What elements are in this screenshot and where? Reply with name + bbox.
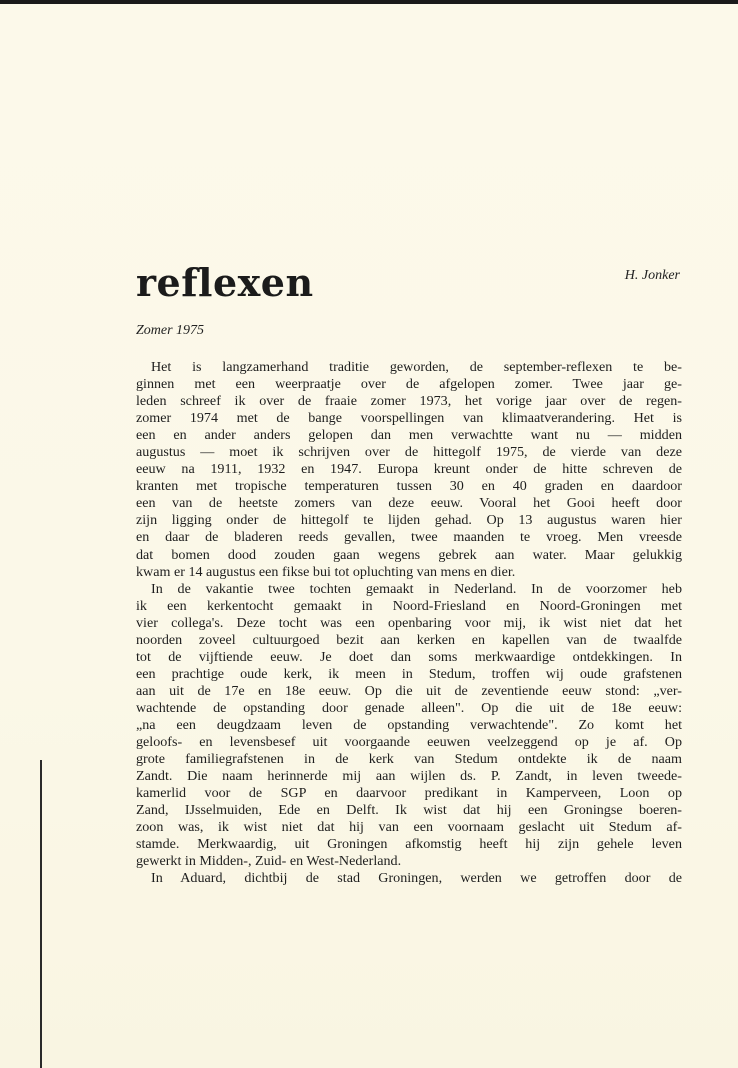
article-author: H. Jonker bbox=[624, 268, 680, 283]
body-line: geloofs- en levensbesef uit voorgaande eeuwen veelzeggend op je af. Op bbox=[136, 734, 682, 751]
top-border-rule bbox=[0, 0, 738, 4]
body-line: Zand, IJsselmuiden, Ede en Delft. Ik wist dat hij een Groningse boeren- bbox=[136, 802, 682, 819]
body-line: Zandt. Die naam herinnerde mij aan wijlen ds. P. Zandt, in leven tweede- bbox=[136, 768, 682, 785]
article-title: reflexen bbox=[136, 260, 314, 305]
body-line: ik een kerkentocht gemaakt in Noord-Friesland en Noord-Groningen met bbox=[136, 597, 682, 614]
body-line: een prachtige oude kerk, ik meen in Stedum, troffen wij oude grafstenen bbox=[136, 665, 682, 682]
body-line: In de vakantie twee tochten gemaakt in Nederland. In de voorzomer heb bbox=[151, 580, 682, 597]
body-line: kwam er 14 augustus een fikse bui tot opluchting van mens en dier. bbox=[136, 563, 516, 580]
body-line: wachtende de opstanding door genade alleen". Op die uit de 18e eeuw: bbox=[136, 699, 682, 716]
body-line: „na een deugdzaam leven de opstanding verwachtende". Zo komt het bbox=[136, 716, 682, 733]
body-line: eeuw na 1911, 1932 en 1947. Europa kreunt onder de hitte schreven de bbox=[136, 461, 682, 478]
body-line: In Aduard, dichtbij de stad Groningen, werden we getroffen door de bbox=[151, 870, 682, 887]
body-line: vier collega's. Deze tocht was een openbaring voor mij, ik wist niet dat het bbox=[136, 614, 682, 631]
body-line: grote familiegrafstenen in de kerk van Stedum ontdekte ik de naam bbox=[136, 751, 682, 768]
body-line: gewerkt in Midden-, Zuid- en West-Nederland. bbox=[136, 853, 402, 870]
body-line: dat bomen dood zouden gaan wegens gebrek aan water. Maar gelukkig bbox=[136, 546, 682, 563]
article-body bbox=[136, 359, 682, 887]
body-line: zomer 1974 met de bange voorspellingen van klimaatverandering. Het is bbox=[136, 410, 682, 427]
body-line: kamerlid voor de SGP en daarvoor predikant in Kamperveen, Loon op bbox=[136, 785, 682, 802]
body-line: en daar de bladeren reeds gevallen, twee maanden te vroeg. Men vreesde bbox=[136, 529, 682, 546]
body-line: ginnen met een weerpraatje over de afgelopen zomer. Twee jaar ge- bbox=[136, 376, 682, 393]
body-line: kranten met tropische temperaturen tussen 30 en 40 graden en daardoor bbox=[136, 478, 682, 495]
left-margin-rule bbox=[40, 760, 42, 1068]
body-line: zoon was, ik wist niet dat hij van een voornaam geslacht uit Stedum af- bbox=[136, 819, 682, 836]
body-line: zijn ligging onder de hittegolf te lijden gehad. Op 13 augustus waren hier bbox=[136, 512, 682, 529]
body-line: noorden zoveel cultuurgoed bezit aan kerken en kapellen van de twaalfde bbox=[136, 631, 682, 648]
section-title: Zomer 1975 bbox=[136, 323, 205, 338]
body-line: augustus — moet ik schrijven over de hittegolf 1975, de vierde van deze bbox=[136, 444, 682, 461]
body-line: een en ander anders gelopen dan men verwachtte want nu — midden bbox=[136, 427, 682, 444]
body-line: stamde. Merkwaardig, uit Groningen afkomstig heeft hij zijn gehele leven bbox=[136, 836, 682, 853]
body-line: Het is langzamerhand traditie geworden, de september-reflexen te be- bbox=[151, 359, 682, 375]
body-line: aan uit de 17e en 18e eeuw. Op die uit de zeventiende eeuw stond: „ver- bbox=[136, 682, 682, 699]
body-line: een van de heetste zomers van deze eeuw. Vooral het Gooi heeft door bbox=[136, 495, 682, 512]
body-line: leden schreef ik over de fraaie zomer 1973, het vorige jaar over de regen- bbox=[136, 393, 682, 410]
body-line: tot de vijftiende eeuw. Je doet dan soms merkwaardige ontdekkingen. In bbox=[136, 648, 682, 665]
